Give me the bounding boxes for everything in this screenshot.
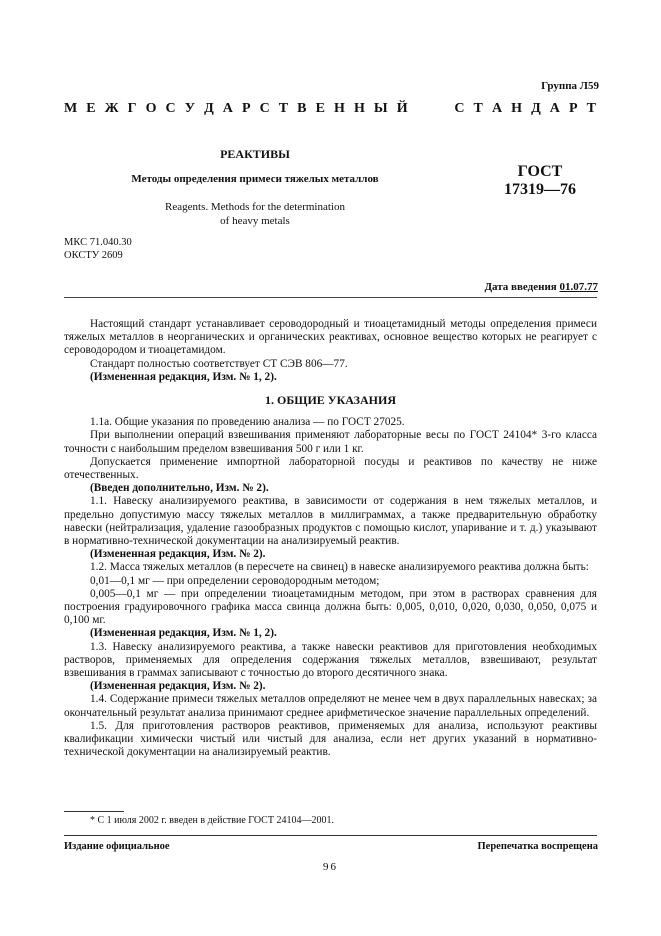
classification-codes [64, 236, 132, 262]
heading-letter: Н [333, 101, 345, 116]
bottom-divider [64, 835, 597, 836]
heading-letter: Н [353, 101, 365, 116]
paragraph: 1.2. Масса тяжелых металлов (в пересчете на свинец) в навеске анализируемого реактива должна быть: [90, 561, 589, 574]
paragraph: При выполнении операций взвешивания применяют лабораторные весы по ГОСТ 24104* 3-го класса точности с наибольшим пределом взвешивания 500 г или 1 кг. [64, 429, 597, 455]
introduction-date [484, 281, 598, 293]
paragraph: 1.1а. Общие указания по проведению анализа — по ГОСТ 27025. [90, 416, 405, 429]
paragraph: 1.5. Для приготовления растворов реактивов, применяемых для анализа, используют реактивы квалификации химически чистый или чистый для анализа, если нет других указаний в нормативно-технической документации на анализируемый реактив. [64, 719, 597, 759]
heading-letter: О [145, 101, 157, 116]
heading-letter: Т [586, 101, 596, 116]
heading-letter: С [259, 101, 270, 116]
heading-letter: Ж [104, 101, 119, 116]
english-title-line-1: Reagents. Methods for the determination [165, 201, 345, 213]
heading-letter: С [454, 101, 465, 116]
heading-letter [442, 101, 446, 117]
amendment-note: (Введен дополнительно, Изм. № 2). [90, 482, 269, 495]
paragraph: 1.1. Навеску анализируемого реактива, в зависимости от содержания в нем тяжелых металлов, и предельно допустимую массу тяжелых металлов в миллиграммах, а также предварительную обработку навески (нейтрализация, удаление газообразных продуктов с помощью кислот, упаривание и т. д.) указывают в нормативно-технической документации на анализируемый реактив. [64, 495, 597, 548]
amendment-note: (Измененная редакция, Изм. № 2). [90, 548, 266, 561]
heading-letter: Й [396, 101, 408, 116]
official-edition-label: Издание официальное [64, 841, 170, 852]
date-label: Дата введения [484, 281, 557, 293]
paragraph: 0,005—0,1 мг — при определении тиоацетамидным методом, при этом в растворах сравнения для построения градуировочного графика масса свинца должна быть: 0,005, 0,010, 0,020, 0,030, 0,050, 0,075 и 0,100 мг. [64, 587, 597, 627]
paragraph: Допускается применение импортной лабораторной посуды и реактивов по качеству не ниже отечественных. [64, 455, 597, 482]
footnote-rule [64, 811, 124, 812]
group-code: Группа Л59 [541, 80, 599, 92]
amendment-note: (Измененная редакция, Изм. № 2). [90, 680, 266, 693]
gost-designation [480, 163, 600, 199]
section-heading: 1. ОБЩИЕ УКАЗАНИЯ [265, 393, 396, 408]
heading-letter: Р [568, 101, 578, 116]
reprint-prohibited-label: Перепечатка воспрещена [477, 841, 598, 852]
amendment-note: (Измененная редакция, Изм. № 1, 2). [90, 370, 277, 383]
interstate-standard-heading [64, 101, 596, 117]
amendment-note: (Измененная редакция, Изм. № 1, 2). [90, 627, 277, 640]
heading-letter: Т [473, 101, 483, 116]
paragraph: 1.3. Навеску анализируемого реактива, а также навески реактивов для приготовления необходимых растворов, применяемых для определения содержания тяжелых металлов, взвешивают, результат взвешивания в граммах записывают с точностью до второго десятичного знака. [64, 640, 597, 680]
heading-letter: У [184, 101, 195, 116]
heading-letter: Н [511, 101, 523, 116]
paragraph: Стандарт полностью соответствует СТ СЭВ 806—77. [90, 357, 348, 370]
heading-letter: Д [531, 101, 541, 116]
body-text [64, 318, 597, 760]
okstu-code: ОКСТУ 2609 [64, 250, 123, 261]
document-subtitle: Методы определения примеси тяжелых металлов [131, 173, 379, 185]
heading-letter: Р [241, 101, 251, 116]
footnote: * С 1 июля 2002 г. введен в действие ГОСТ 24104—2001. [90, 815, 334, 826]
heading-letter [429, 101, 433, 117]
heading-letter [417, 101, 421, 117]
heading-letter: Ы [373, 101, 388, 116]
heading-letter: А [549, 101, 560, 116]
document-title: РЕАКТИВЫ [220, 147, 290, 161]
paragraph: Настоящий стандарт устанавливает сероводородный и тиоацетамидный методы определения примеси тяжелых металлов в неорганических и органических реактивах, основное вещество которых не реагирует с сероводородом и тиоацетамидом. [64, 318, 597, 357]
page-number: 96 [323, 861, 338, 873]
gost-label: ГОСТ [517, 163, 563, 180]
date-value: 01.07.77 [559, 281, 598, 293]
heading-letter: Д [204, 101, 214, 116]
heading-letter: А [222, 101, 233, 116]
english-title [130, 200, 380, 228]
heading-letter: Г [127, 101, 137, 116]
heading-letter: Т [278, 101, 289, 116]
mks-code: МКС 71.040.30 [64, 237, 132, 248]
heading-letter: С [165, 101, 176, 116]
paragraph: 0,01—0,1 мг — при определении сероводородным методом; [90, 574, 380, 587]
paragraph: 1.4. Содержание примеси тяжелых металлов определяют не менее чем в двух параллельных навесках; за окончательный результат анализа принимают среднее арифметическое значение параллельных определений. [64, 693, 597, 719]
heading-letter: А [491, 101, 503, 116]
heading-letter: Е [315, 101, 325, 116]
heading-letter: М [64, 101, 78, 116]
gost-number: 17319—76 [504, 181, 576, 198]
heading-letter: В [297, 101, 307, 116]
english-title-line-2: of heavy metals [220, 215, 290, 227]
heading-letter: Е [86, 101, 96, 116]
divider [64, 297, 597, 298]
